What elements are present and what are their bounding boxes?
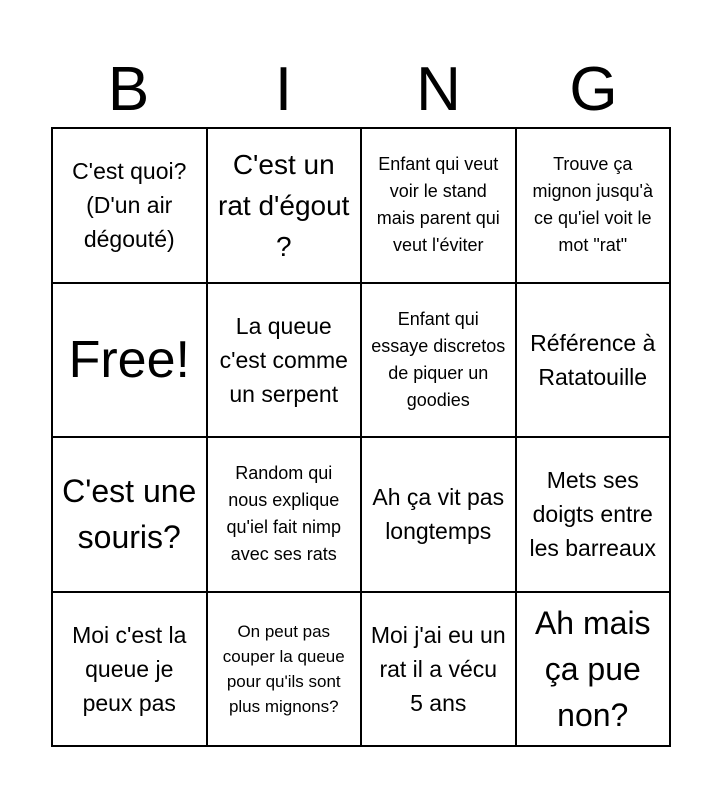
bingo-cell-r2c4[interactable] <box>517 284 672 439</box>
bingo-cell-text: Trouve ça mignon jusqu'à ce qu'iel voit le mot "rat" <box>532 154 653 256</box>
bingo-cell-text: C'est une souris? <box>62 473 197 556</box>
bingo-cell-r3c4[interactable] <box>517 438 672 593</box>
bingo-cell-text: Free! <box>68 330 190 389</box>
bingo-cell-r4c2[interactable] <box>208 593 363 748</box>
bingo-cell-r2c3[interactable] <box>362 284 517 439</box>
bingo-cell-r3c1[interactable] <box>53 438 208 593</box>
header-letter-n: N <box>416 55 461 124</box>
bingo-cell-r1c4[interactable] <box>517 129 672 284</box>
bingo-cell-r2c2[interactable] <box>208 284 363 439</box>
header-letter-g: G <box>569 55 618 124</box>
header-letter-b: B <box>107 55 150 124</box>
bingo-cell-text: Ah mais ça pue non? <box>534 604 651 733</box>
bingo-cell-r4c4[interactable] <box>517 593 672 748</box>
bingo-cell-text: Moi j'ai eu un rat il a vécu 5 ans <box>370 621 506 716</box>
bingo-cell-text: Moi c'est la queue je peux pas <box>72 621 187 716</box>
bingo-cell-text: C'est un rat d'égout ? <box>218 148 350 262</box>
bingo-cell-text: La queue c'est comme un serpent <box>219 312 348 407</box>
bingo-cell-free[interactable] <box>53 284 208 439</box>
bingo-cell-text: Enfant qui essaye discretos de piquer un goodies <box>371 308 506 410</box>
bingo-header <box>51 55 671 124</box>
bingo-cell-r1c3[interactable] <box>362 129 517 284</box>
bingo-cell-r3c2[interactable] <box>208 438 363 593</box>
bingo-cell-text: C'est quoi? (D'un air dégouté) <box>72 158 187 253</box>
bingo-cell-text: Ah ça vit pas longtemps <box>372 484 505 545</box>
bingo-cell-text: Random qui nous explique qu'iel fait nimp avec ses rats <box>226 463 341 565</box>
bingo-cell-r4c1[interactable] <box>53 593 208 748</box>
bingo-cell-text: On peut pas couper la queue pour qu'ils sont plus mignons? <box>222 621 345 716</box>
bingo-cell-r1c1[interactable] <box>53 129 208 284</box>
bingo-cell-r4c3[interactable] <box>362 593 517 748</box>
bingo-cell-text: Référence à Ratatouille <box>530 329 656 390</box>
bingo-cell-r3c3[interactable] <box>362 438 517 593</box>
header-letter-i: I <box>274 55 293 124</box>
bingo-cell-text: Mets ses doigts entre les barreaux <box>529 467 657 562</box>
bingo-cell-text: Enfant qui veut voir le stand mais parent qui veut l'éviter <box>376 154 500 256</box>
bingo-grid <box>51 127 671 747</box>
bingo-cell-r1c2[interactable] <box>208 129 363 284</box>
